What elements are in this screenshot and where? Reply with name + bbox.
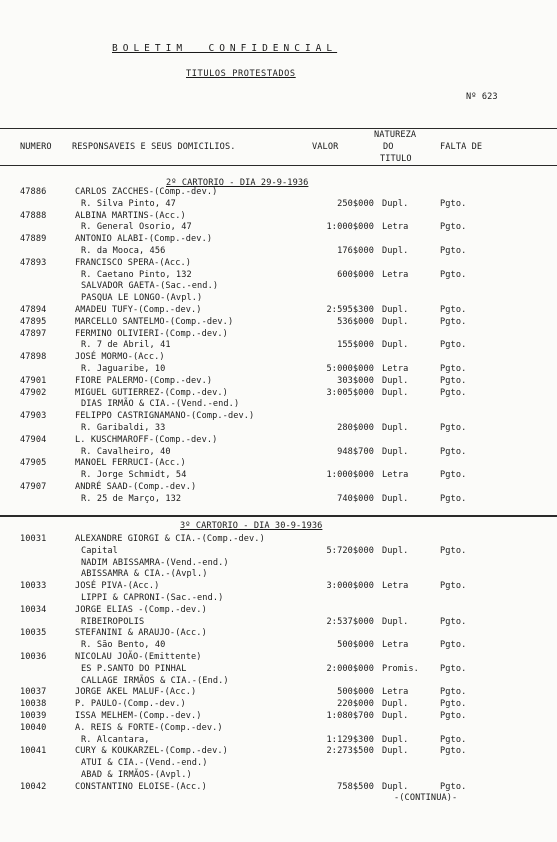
entry-name: JOSÉ PIVA-(Acc.): [75, 581, 160, 592]
entry-name: A. REIS & FORTE-(Comp.-dev.): [75, 722, 223, 733]
entry-nature: Dupl.: [382, 246, 409, 256]
entry-name: FELIPPO CASTRIGNAMANO-(Comp.-dev.): [75, 411, 255, 422]
entry-value: 250$000: [337, 198, 374, 209]
entry-value: 2:595$300: [326, 305, 374, 315]
col-natureza-3: TITULO: [380, 154, 412, 164]
entry-reason: Pgto.: [440, 470, 467, 481]
entry-number: 10033: [20, 581, 47, 592]
entry-nature: Dupl.: [382, 711, 409, 721]
entry-name: MIGUEL GUTIERREZ-(Comp.-dev.): [75, 387, 228, 398]
entry-reason: Pgto.: [440, 364, 467, 374]
entry-value: 740$000: [337, 493, 374, 504]
entry-name: R. São Bento, 40: [81, 640, 166, 651]
entry-reason: Pgto.: [440, 375, 467, 386]
entry-number: 47901: [20, 375, 47, 386]
entry-name: ATUI & CIA.-(Vend.-end.): [81, 758, 208, 769]
entry-value: 1:129$300: [326, 734, 374, 745]
col-falta: FALTA DE: [440, 142, 483, 152]
entry-reason: Pgto.: [440, 340, 467, 351]
entry-value: 600$000: [337, 269, 374, 280]
entry-name: R. da Mooca, 456: [81, 246, 166, 256]
entry-number: 10031: [20, 534, 47, 544]
entry-nature: Dupl.: [382, 781, 409, 792]
entry-name: CURY & KOUKARZEL-(Comp.-dev.): [75, 746, 228, 757]
entry-reason: Pgto.: [440, 699, 467, 710]
entry-value: 3:000$000: [326, 581, 374, 592]
entry-value: 500$000: [337, 640, 374, 651]
entry-name: CONSTANTINO ELOISE-(Acc.): [75, 781, 207, 792]
entry-number: 47903: [20, 411, 47, 422]
section-divider: [0, 515, 557, 517]
entry-reason: Pgto.: [440, 545, 467, 556]
entry-name: Capital: [81, 545, 118, 556]
section2-heading: 3º CARTORIO - DIA 30-9-1936: [180, 521, 323, 531]
entry-value: 2:000$000: [326, 663, 374, 674]
col-natureza-1: NATUREZA: [374, 130, 417, 140]
entry-number: 47905: [20, 458, 47, 469]
entry-name: R. 7 de Abril, 41: [81, 340, 171, 351]
entry-name: R. Jorge Schmidt, 54: [81, 470, 187, 481]
entry-name: NICOLAU JOÃO-(Emittente): [75, 652, 202, 662]
entry-nature: Dupl.: [382, 446, 409, 457]
entry-reason: Pgto.: [440, 687, 467, 698]
bulletin-number: Nº 623: [466, 92, 498, 102]
entry-nature: Letra: [382, 470, 409, 481]
entry-value: 948$700: [337, 446, 374, 457]
entry-number: 10041: [20, 746, 47, 757]
entry-number: 47889: [20, 234, 47, 245]
header-top-rule: [0, 128, 557, 129]
entry-reason: Pgto.: [440, 493, 467, 504]
entry-nature: Dupl.: [382, 616, 409, 627]
entry-reason: Pgto.: [440, 746, 467, 757]
entry-name: R. Alcantara,: [81, 734, 150, 745]
entry-number: 47895: [20, 316, 47, 327]
entry-nature: Letra: [382, 581, 409, 592]
entry-name: R. Jaguaribe, 10: [81, 364, 166, 374]
entry-value: 5:000$000: [326, 364, 374, 374]
entry-name: FRANCISCO SPERA-(Acc.): [75, 257, 192, 268]
entry-reason: Pgto.: [440, 387, 467, 398]
entry-reason: Pgto.: [440, 734, 467, 745]
entry-number: 10042: [20, 781, 47, 792]
entry-reason: Pgto.: [440, 663, 467, 674]
continua-note: -(CONTINUA)-: [394, 793, 458, 803]
entry-value: 155$000: [337, 340, 374, 351]
col-natureza-2: DO: [383, 142, 394, 152]
entry-nature: Letra: [382, 269, 409, 280]
entry-name: R. Caetano Pinto, 132: [81, 269, 192, 280]
bulletin-subtitle: TITULOS PROTESTADOS: [186, 69, 296, 79]
entry-name: JORGE ELIAS -(Comp.-dev.): [75, 604, 207, 615]
entry-name: NADIM ABISSAMRA-(Vend.-end.): [81, 557, 229, 568]
entry-name: DIAS IRMÃO & CIA.-(Vend.-end.): [81, 399, 240, 410]
entry-name: AMADEU TUFY-(Comp.-dev.): [75, 305, 202, 315]
entry-number: 47893: [20, 257, 47, 268]
section1-heading: 2º CARTORIO - DIA 29-9-1936: [166, 178, 309, 188]
entry-name: MANOEL FERRUCI-(Acc.): [75, 458, 186, 469]
entry-reason: Pgto.: [440, 446, 467, 457]
entry-name: ISSA MELHEM-(Comp.-dev.): [75, 711, 202, 721]
entry-name: R. Cavalheiro, 40: [81, 446, 171, 457]
entry-reason: Pgto.: [440, 222, 467, 233]
entry-name: ANTONIO ALABI-(Comp.-dev.): [75, 234, 213, 245]
entry-name: CALLAGE IRMÃOS & CIA.-(End.): [81, 675, 229, 686]
entry-value: 5:720$000: [326, 545, 374, 556]
entry-name: STEFANINI & ARAUJO-(Acc.): [75, 628, 207, 639]
entry-value: 2:537$000: [326, 616, 374, 627]
entry-value: 758$500: [337, 781, 374, 792]
entry-name: R. General Osorio, 47: [81, 222, 192, 233]
entry-name: FERMINO OLIVIERI-(Comp.-dev.): [75, 328, 228, 339]
entry-name: CARLOS ZACCHES-(Comp.-dev.): [75, 187, 218, 197]
entry-name: MARCELLO SANTELMO-(Comp.-dev.): [75, 316, 234, 327]
entry-reason: Pgto.: [440, 781, 467, 792]
entry-value: 536$000: [337, 316, 374, 327]
entry-nature: Letra: [382, 687, 409, 698]
entry-name: FIORE PALERMO-(Comp.-dev.): [75, 375, 213, 386]
entry-value: 2:273$500: [326, 746, 374, 757]
entry-name: JORGE AKEL MALUF-(Acc.): [75, 687, 197, 698]
entry-nature: Dupl.: [382, 734, 409, 745]
entry-value: 3:005$000: [326, 387, 374, 398]
entry-nature: Dupl.: [382, 375, 409, 386]
entry-nature: Dupl.: [382, 198, 409, 209]
entry-name: RIBEIROPOLIS: [81, 616, 145, 627]
entry-number: 10036: [20, 652, 47, 662]
entry-number: 10039: [20, 711, 47, 721]
entry-nature: Letra: [382, 364, 409, 374]
entry-nature: Dupl.: [382, 493, 409, 504]
entry-name: LIPPI & CAPRONI-(Sac.-end.): [81, 593, 224, 603]
entry-name: ES P.SANTO DO PINHAL: [81, 663, 187, 674]
entry-nature: Dupl.: [382, 387, 409, 398]
entry-reason: Pgto.: [440, 269, 467, 280]
entry-number: 47902: [20, 387, 47, 398]
bulletin-title: BOLETIM CONFIDENCIAL: [112, 43, 338, 54]
entry-value: 1:000$000: [326, 222, 374, 233]
entry-value: 220$000: [337, 699, 374, 710]
entry-name: R. Silva Pinto, 47: [81, 198, 176, 209]
entry-nature: Dupl.: [382, 316, 409, 327]
entry-reason: Pgto.: [440, 246, 467, 256]
entry-number: 47897: [20, 328, 47, 339]
entry-number: 10040: [20, 722, 47, 733]
entry-value: 1:080$700: [326, 711, 374, 721]
entry-reason: Pgto.: [440, 616, 467, 627]
entry-name: R. 25 de Março, 132: [81, 493, 182, 504]
entry-nature: Dupl.: [382, 746, 409, 757]
entry-name: ABISSAMRA & CIA.-(Avpl.): [81, 569, 208, 580]
entry-name: P. PAULO-(Comp.-dev.): [75, 699, 186, 710]
entry-nature: Letra: [382, 640, 409, 651]
entry-number: 10038: [20, 699, 47, 710]
entry-nature: Dupl.: [382, 545, 409, 556]
header-bottom-rule: [0, 165, 557, 166]
entry-value: 500$000: [337, 687, 374, 698]
entry-nature: Dupl.: [382, 699, 409, 710]
entry-value: 1:000$000: [326, 470, 374, 481]
entry-name: ABAD & IRMÃOS-(Avpl.): [81, 770, 192, 780]
entry-name: JOSÉ MORMO-(Acc.): [75, 352, 165, 363]
entry-name: SALVADOR GAETA-(Sac.-end.): [81, 281, 219, 292]
entry-reason: Pgto.: [440, 711, 467, 721]
entry-value: 280$000: [337, 423, 374, 433]
entry-reason: Pgto.: [440, 640, 467, 651]
entry-number: 47886: [20, 187, 47, 197]
entry-value: 176$000: [337, 246, 374, 256]
col-responsaveis: RESPONSAVEIS E SEUS DOMICILIOS.: [72, 142, 236, 152]
entry-nature: Dupl.: [382, 340, 409, 351]
entry-nature: Dupl.: [382, 423, 409, 433]
entry-reason: Pgto.: [440, 305, 467, 315]
entry-reason: Pgto.: [440, 581, 467, 592]
entry-name: R. Garibaldi, 33: [81, 423, 166, 433]
entry-nature: Dupl.: [382, 305, 409, 315]
entry-nature: Promis.: [382, 663, 419, 674]
entry-name: ALEXANDRE GIORGI & CIA.-(Comp.-dev.): [75, 534, 265, 544]
entry-name: L. KUSCHMAROFF-(Comp.-dev.): [75, 434, 218, 445]
entry-number: 47904: [20, 434, 47, 445]
entry-number: 10034: [20, 604, 47, 615]
col-valor: VALOR: [312, 142, 339, 152]
entry-name: PASQUA LE LONGO-(Avpl.): [81, 293, 203, 304]
entry-reason: Pgto.: [440, 316, 467, 327]
entry-nature: Letra: [382, 222, 409, 233]
entry-name: ALBINA MARTINS-(Acc.): [75, 210, 186, 221]
entry-number: 47894: [20, 305, 47, 315]
entry-number: 10037: [20, 687, 47, 698]
entry-reason: Pgto.: [440, 423, 467, 433]
entry-name: ANDRÉ SAAD-(Comp.-dev.): [75, 482, 197, 492]
entry-number: 47898: [20, 352, 47, 363]
col-numero: NUMERO: [20, 142, 52, 152]
entry-reason: Pgto.: [440, 198, 467, 209]
entry-value: 303$000: [337, 375, 374, 386]
entry-number: 10035: [20, 628, 47, 639]
entry-number: 47907: [20, 482, 47, 492]
entry-number: 47888: [20, 210, 47, 221]
